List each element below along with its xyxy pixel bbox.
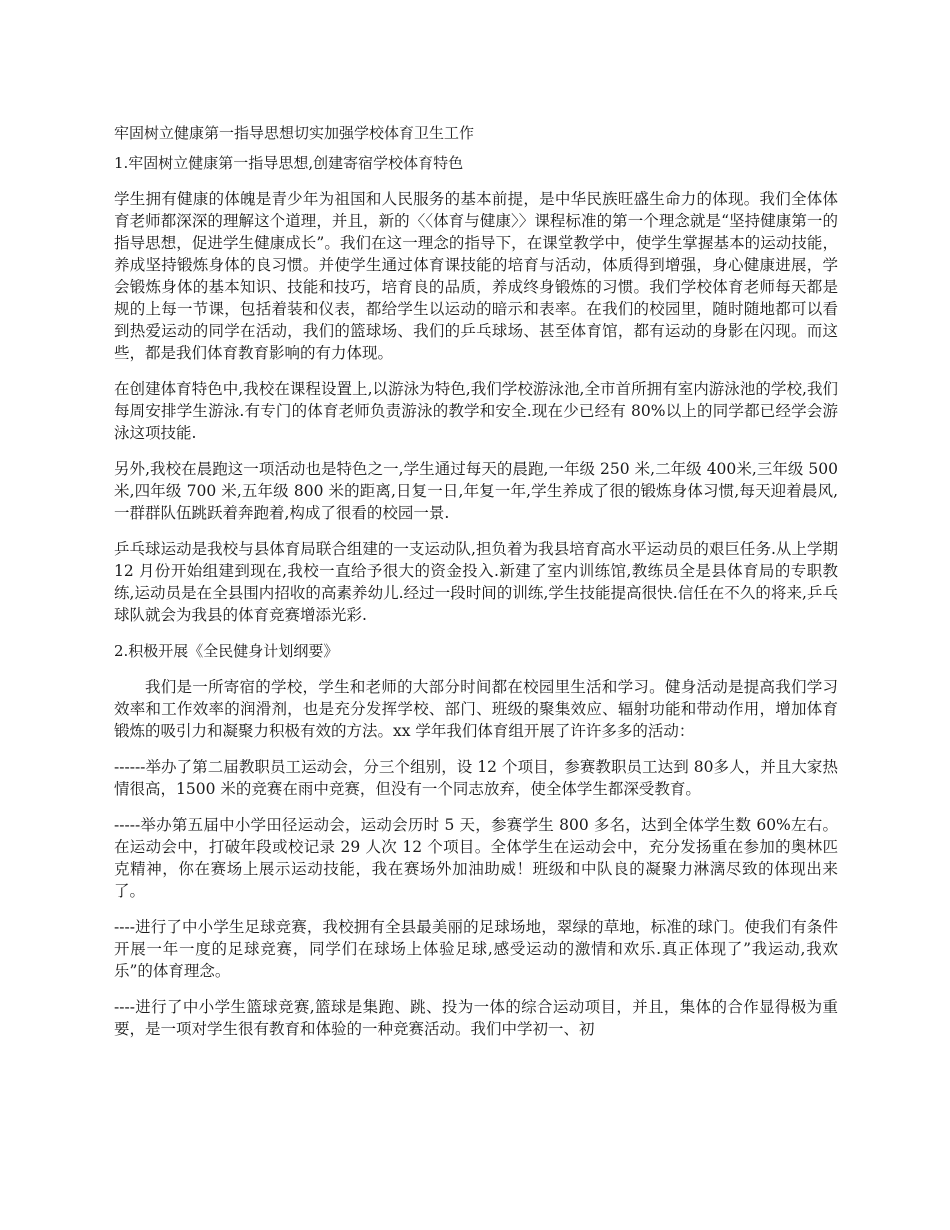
paragraph: 乒乓球运动是我校与县体育局联合组建的一支运动队,担负着为我县培育高水平运动员的艰巨任务.从上学期 12 月份开始组建到现在,我校一直给予很大的资金投入.新建了室内训练馆,教练员全是县体育局的专职教练,运动员是在全县围内招收的高素养幼儿.经过一段时间的训练,学生技能提高很快.信任在不久的将来,乒乓球队就会为我县的体育竞赛增添光彩. <box>114 540 838 624</box>
activity-paragraph: -----举办第五届中小学田径运动会，运动会历时 5 天，参赛学生 800 多名，达到全体学生数 60%左右。在运动会中，打破年段或校记录 29 人次 12 个项目。全体学生在运动会中，充分发扬重在参加的奥林匹克精神，你在赛场上展示运动技能，我在赛场外加油助威！班级和中队良的凝聚力淋漓尽致的体现出来了。 <box>114 816 838 900</box>
section-1-heading: 1.牢固树立健康第一指导思想,创建寄宿学校体育特色 <box>114 154 464 172</box>
activity-paragraph: ------举办了第二届教职员工运动会，分三个组别，设 12 个项目，参赛教职员工达到 80多人，并且大家热情很高，1500 米的竞赛在雨中竞赛，但没有一个同志放弃，使全体学生都深受教育。 <box>114 758 838 798</box>
document-title: 牢固树立健康第一指导思想切实加强学校体育卫生工作 <box>114 124 475 142</box>
document-page <box>114 122 838 1054</box>
activity-paragraph: ----进行了中小学生篮球竞赛,篮球是集跑、跳、投为一体的综合运动项目，并且，集体的合作显得极为重要，是一项对学生很有教育和体验的一种竞赛活动。我们中学初一、初 <box>114 998 838 1038</box>
section-2-intro: 我们是一所寄宿的学校，学生和老师的大部分时间都在校园里生活和学习。健身活动是提高我们学习效率和工作效率的润滑剂，也是充分发挥学校、部门、班级的聚集效应、辐射功能和带动作用，增加体育锻炼的吸引力和凝聚力积极有效的方法。xx 学年我们体育组开展了许许多多的活动： <box>114 678 838 740</box>
activity-paragraph: ----进行了中小学生足球竞赛，我校拥有全县最美丽的足球场地，翠绿的草地，标准的球门。使我们有条件开展一年一度的足球竞赛，同学们在球场上体验足球,感受运动的激情和欢乐.真正体现了”我运动,我欢乐”的体育理念。 <box>114 918 838 980</box>
section-1 <box>114 152 838 626</box>
paragraph: 学生拥有健康的体魄是青少年为祖国和人民服务的基本前提，是中华民族旺盛生命力的体现。我们全体体育老师都深深的理解这个道理，并且，新的〈〈体育与健康〉〉课程标准的第一个理念就是“坚持健康第一的指导思想，促进学生健康成长”。我们在这一理念的指导下，在课堂教学中，使学生掌握基本的运动技能，养成坚持锻炼身体的良习惯。并使学生通过体育课技能的培育与活动，体质得到增强，身心健康进展，学会锻炼身体的基本知识、技能和技巧，培育良的品质，养成终身锻炼的习惯。我们学校体育老师每天都是规的上每一节课，包括着装和仪表，都给学生以运动的暗示和表率。在我们的校园里，随时随地都可以看到热爱运动的同学在活动，我们的篮球场、我们的乒乓球场、甚至体育馆，都有运动的身影在闪现。而这些，都是我们体育教育影响的有力体现。 <box>114 190 838 362</box>
section-2 <box>114 640 838 1040</box>
section-2-heading: 2.积极开展《全民健身计划纲要》 <box>114 642 339 660</box>
paragraph: 在创建体育特色中,我校在课程设置上,以游泳为特色,我们学校游泳池,全市首所拥有室内游泳池的学校,我们每周安排学生游泳.有专门的体育老师负责游泳的教学和安全.现在少已经有 80%以上的同学都已经学会游泳这项技能. <box>114 380 838 442</box>
paragraph: 另外,我校在晨跑这一项活动也是特色之一,学生通过每天的晨跑,一年级 250 米,二年级 400米,三年级 500 米,四年级 700 米,五年级 800 米的距离,日复一日,年复一年,学生养成了很的锻炼身体习惯,每天迎着晨风,一群群队伍跳跃着奔跑着,构成了很看的校园一景. <box>114 460 838 522</box>
